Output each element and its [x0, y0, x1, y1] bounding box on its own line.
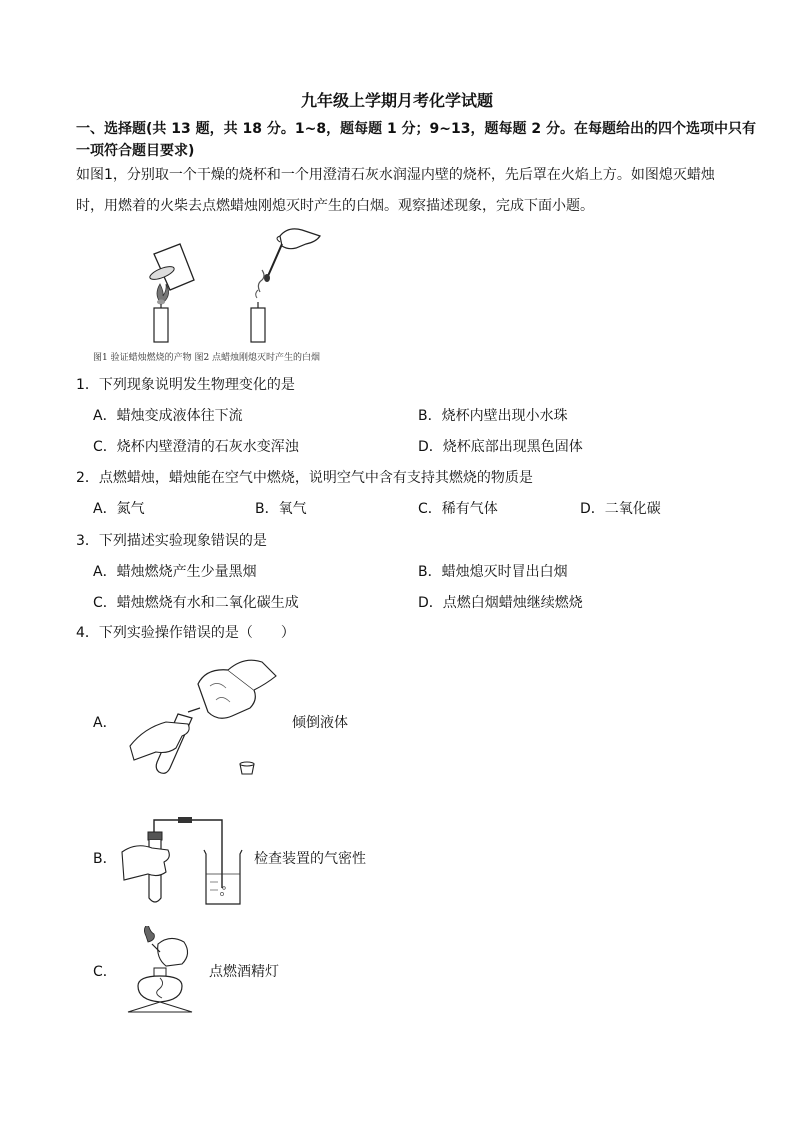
question-1-option-d[interactable]: D．烧杯底部出现黑色固体	[418, 439, 583, 455]
question-3-option-a[interactable]: A．蜡烛燃烧产生少量黑烟	[93, 564, 257, 580]
question-4-option-a-label[interactable]: A．	[93, 715, 117, 731]
question-2-option-b[interactable]: B．氧气	[255, 501, 307, 517]
question-4-option-c-label[interactable]: C．	[93, 964, 117, 980]
candle-figures	[130, 222, 330, 348]
question-4-option-b-label[interactable]: B．	[93, 851, 117, 867]
beaker-over-candle-drawing	[148, 244, 194, 342]
question-1-option-a[interactable]: A．蜡烛变成液体往下流	[93, 408, 243, 424]
question-1-option-b[interactable]: B．烧杯内壁出现小水珠	[418, 408, 568, 424]
question-3-option-d[interactable]: D．点燃白烟蜡烛继续燃烧	[418, 595, 583, 611]
question-3-option-b[interactable]: B．蜡烛熄灭时冒出白烟	[418, 564, 568, 580]
question-4-option-a-desc: 倾倒液体	[292, 715, 348, 731]
intro-line-1: 如图1，分别取一个干燥的烧杯和一个用澄清石灰水润湿内壁的烧杯，先后罩在火焰上方。如图熄灭蜡烛	[76, 167, 715, 183]
match-and-white-smoke-drawing	[251, 229, 320, 342]
question-4-stem: 4．下列实验操作错误的是（ ）	[76, 625, 295, 641]
airtightness-check-drawing	[118, 812, 248, 908]
question-4-option-c-desc: 点燃酒精灯	[209, 964, 279, 980]
question-3-stem: 3．下列描述实验现象错误的是	[76, 533, 267, 549]
section-heading: 一、选择题(共 13 题，共 18 分。1~8，题每题 1 分；9~13，题每题 2 分。在每题给出的四个选项中只有一项符合题目要求)	[76, 121, 757, 159]
intro-line-2: 时，用燃着的火柴去点燃蜡烛刚熄灭时产生的白烟。观察描述现象，完成下面小题。	[76, 198, 594, 214]
lighting-alcohol-lamp-drawing	[118, 926, 208, 1016]
question-4-option-b-desc: 检查装置的气密性	[254, 851, 366, 867]
question-2-stem: 2．点燃蜡烛，蜡烛能在空气中燃烧，说明空气中含有支持其燃烧的物质是	[76, 470, 533, 486]
question-3-option-c[interactable]: C．蜡烛燃烧有水和二氧化碳生成	[93, 595, 299, 611]
pouring-liquid-drawing	[126, 656, 286, 782]
question-1-option-c[interactable]: C．烧杯内壁澄清的石灰水变浑浊	[93, 439, 299, 455]
page-title: 九年级上学期月考化学试题	[300, 91, 493, 110]
question-2-option-c[interactable]: C．稀有气体	[418, 501, 498, 517]
question-2-option-a[interactable]: A．氮气	[93, 501, 145, 517]
figure-caption: 图1 验证蜡烛燃烧的产物 图2 点蜡烛刚熄灭时产生的白烟	[93, 353, 321, 363]
question-1-stem: 1．下列现象说明发生物理变化的是	[76, 377, 295, 393]
question-2-option-d[interactable]: D．二氧化碳	[580, 501, 661, 517]
